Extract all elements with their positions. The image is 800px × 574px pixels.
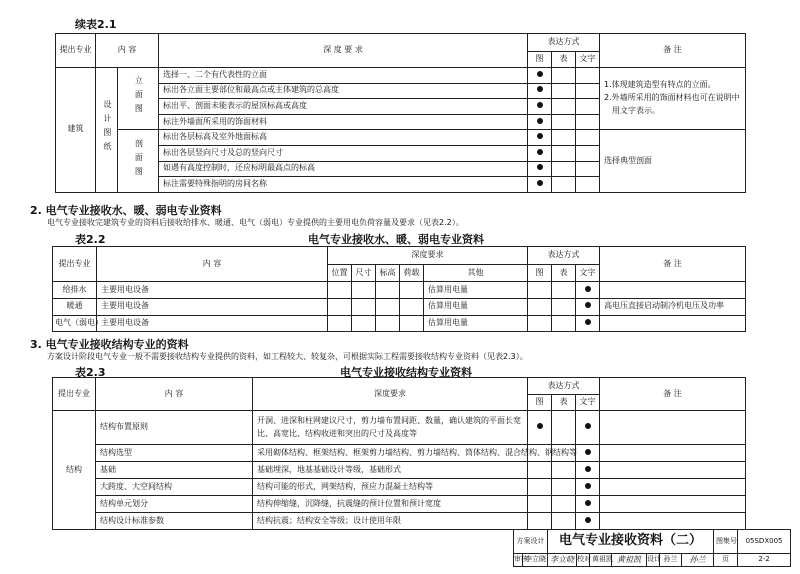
header-content: 内 容 bbox=[96, 34, 159, 68]
section-3-heading: 3. 电气专业接收结构专业的资料 bbox=[30, 338, 189, 351]
page-number: 2-2 bbox=[738, 554, 791, 567]
table-cell bbox=[552, 68, 576, 84]
table-row bbox=[53, 315, 746, 332]
table-row bbox=[53, 411, 746, 445]
elevation-cell bbox=[376, 298, 400, 315]
table-cell bbox=[552, 99, 576, 115]
other-cell: 估算用电量 bbox=[424, 282, 528, 299]
table-cell bbox=[552, 161, 576, 177]
bullet-dot-icon bbox=[585, 500, 591, 506]
load-cell bbox=[400, 315, 424, 332]
fig-cell bbox=[528, 114, 552, 130]
table-cell bbox=[552, 462, 576, 479]
table-cell bbox=[552, 145, 576, 161]
bullet-dot-icon bbox=[537, 71, 543, 77]
header-table: 表 bbox=[552, 52, 576, 68]
header-remarks: 备 注 bbox=[600, 34, 746, 68]
text-cell bbox=[576, 479, 600, 496]
stage-label: 方案设计 bbox=[514, 530, 548, 554]
fig-cell bbox=[528, 462, 552, 479]
header-size: 尺寸 bbox=[352, 265, 376, 282]
proposer-cell: 建筑 bbox=[56, 68, 96, 193]
remarks-cell bbox=[600, 445, 746, 462]
size-cell bbox=[352, 282, 376, 299]
fig-cell bbox=[528, 68, 552, 84]
remarks-cell bbox=[600, 68, 746, 130]
depth-cell: 标出各层标高及室外地面标高 bbox=[159, 130, 528, 146]
table-2-2-title: 电气专业接收水、暖、弱电专业资料 bbox=[308, 233, 484, 246]
table-row bbox=[53, 496, 746, 513]
drawing-title: 电气专业接收资料（二） bbox=[548, 530, 714, 554]
text-cell bbox=[576, 411, 600, 445]
content-cell: 基础 bbox=[96, 462, 253, 479]
bullet-dot-icon bbox=[537, 86, 543, 92]
proposer-cell: 电气（弱电） bbox=[53, 315, 97, 332]
review-label: 审核 bbox=[514, 554, 523, 567]
title-block bbox=[513, 529, 791, 567]
bullet-dot-icon bbox=[537, 164, 543, 170]
table-cell bbox=[552, 411, 576, 445]
checker-signature: 黄祖凯 bbox=[612, 554, 647, 567]
header-fig: 图 bbox=[528, 52, 552, 68]
header-depth: 深 度 要 求 bbox=[159, 34, 528, 68]
text-cell bbox=[576, 99, 600, 115]
bullet-dot-icon bbox=[585, 286, 591, 292]
content-cell: 主要用电设备 bbox=[97, 315, 328, 332]
proposer-cell: 暖通 bbox=[53, 298, 97, 315]
depth-cell: 结构伸缩缝，沉降缝，抗震缝的预计位置和预计宽度 bbox=[253, 496, 528, 513]
depth-cell: 标出各层竖向尺寸及总的竖向尺寸 bbox=[159, 145, 528, 161]
table-row bbox=[56, 130, 746, 146]
fig-cell bbox=[528, 298, 552, 315]
fig-cell bbox=[528, 282, 552, 299]
header-table: 表 bbox=[552, 265, 576, 282]
reviewer-signature: 李立晓 bbox=[548, 554, 577, 567]
depth-cell: 标出各立面主要部位和最高点或主体建筑的总高度 bbox=[159, 83, 528, 99]
depth-cell: 基础埋深，地基基础设计等级，基础形式 bbox=[253, 462, 528, 479]
header-expr: 表达方式 bbox=[528, 34, 600, 52]
section-2-heading: 2. 电气专业接收水、暖、弱电专业资料 bbox=[30, 204, 222, 217]
header-position: 位置 bbox=[328, 265, 352, 282]
content-cell: 主要用电设备 bbox=[97, 282, 328, 299]
fig-cell bbox=[528, 315, 552, 332]
text-cell bbox=[576, 130, 600, 146]
header-load: 荷载 bbox=[400, 265, 424, 282]
header-table: 表 bbox=[552, 395, 576, 411]
content-cell: 结构设计标准参数 bbox=[96, 513, 253, 530]
text-cell bbox=[576, 177, 600, 193]
table-cell bbox=[552, 513, 576, 530]
elevation-cell bbox=[376, 315, 400, 332]
proposer-cell: 结构 bbox=[53, 411, 96, 530]
bullet-dot-icon bbox=[585, 466, 591, 472]
content-cell: 结构单元划分 bbox=[96, 496, 253, 513]
bullet-dot-icon bbox=[537, 133, 543, 139]
content-cell: 大跨度、大空间结构 bbox=[96, 479, 253, 496]
text-cell bbox=[576, 462, 600, 479]
header-remarks: 备 注 bbox=[600, 378, 746, 411]
header-text: 文字 bbox=[576, 52, 600, 68]
remarks-cell bbox=[600, 315, 746, 332]
header-text: 文字 bbox=[576, 395, 600, 411]
bullet-dot-icon bbox=[585, 423, 591, 429]
fig-cell bbox=[528, 411, 552, 445]
bullet-dot-icon bbox=[537, 423, 543, 429]
position-cell bbox=[328, 298, 352, 315]
table-cell bbox=[552, 114, 576, 130]
table-2-1 bbox=[55, 33, 746, 193]
elevation-cell bbox=[376, 282, 400, 299]
table-row bbox=[56, 68, 746, 84]
text-cell bbox=[576, 298, 600, 315]
header-elevation: 标高 bbox=[376, 265, 400, 282]
text-cell bbox=[576, 496, 600, 513]
table-2-3-label: 表2.3 bbox=[75, 366, 106, 379]
reviewer-name: 李立晓 bbox=[523, 554, 548, 567]
table-cell bbox=[552, 130, 576, 146]
remarks-cell bbox=[600, 513, 746, 530]
subgroup-label: 立面图 bbox=[134, 76, 144, 119]
check-label: 校对 bbox=[577, 554, 590, 567]
fig-cell bbox=[528, 130, 552, 146]
header-fig: 图 bbox=[528, 265, 552, 282]
depth-cell: 选择一、二个有代表性的立面 bbox=[159, 68, 528, 84]
table-row bbox=[53, 445, 746, 462]
remarks-cell: 高电压直接启动制冷机电压及功率 bbox=[600, 298, 746, 315]
fig-cell bbox=[528, 496, 552, 513]
header-proposer: 提出专业 bbox=[53, 378, 96, 411]
header-text: 文字 bbox=[576, 265, 600, 282]
table-row bbox=[53, 513, 746, 530]
remarks-cell bbox=[600, 496, 746, 513]
bullet-dot-icon bbox=[537, 102, 543, 108]
remark-line: 2.外墙所采用的饰面材料也可在说明中用文字表示。 bbox=[604, 93, 740, 116]
table-cell bbox=[552, 282, 576, 299]
depth-cell: 如遇有高度控制时，还应标明最高点的标高 bbox=[159, 161, 528, 177]
design-label: 设计 bbox=[647, 554, 660, 567]
subgroup-cell bbox=[118, 68, 159, 130]
fig-cell bbox=[528, 99, 552, 115]
subgroup-label: 剖面图 bbox=[134, 138, 144, 181]
table-row bbox=[53, 298, 746, 315]
depth-cell: 结构抗震；结构安全等级；设计使用年限 bbox=[253, 513, 528, 530]
table-cell bbox=[552, 315, 576, 332]
depth-cell: 标注需要特殊指明的房间名称 bbox=[159, 177, 528, 193]
depth-cell: 结构可能的形式，网架结构，预应力混凝土结构等 bbox=[253, 479, 528, 496]
fig-cell bbox=[528, 83, 552, 99]
fig-cell bbox=[528, 177, 552, 193]
table-2-3-title: 电气专业接收结构专业资料 bbox=[340, 366, 472, 379]
header-expr: 表达方式 bbox=[528, 247, 600, 265]
bullet-dot-icon bbox=[585, 449, 591, 455]
atlas-label: 图集号 bbox=[714, 530, 738, 554]
fig-cell bbox=[528, 479, 552, 496]
proposer-cell: 给排水 bbox=[53, 282, 97, 299]
group-cell bbox=[96, 68, 118, 193]
bullet-dot-icon bbox=[537, 149, 543, 155]
remark-line: 1.体现建筑造型有特点的立面。 bbox=[604, 80, 716, 90]
load-cell bbox=[400, 282, 424, 299]
header-depth: 深度要求 bbox=[328, 247, 528, 265]
table-2-2-label: 表2.2 bbox=[75, 233, 106, 246]
header-content: 内 容 bbox=[97, 247, 328, 282]
content-cell: 结构布置原则 bbox=[96, 411, 253, 445]
header-depth: 深度要求 bbox=[253, 378, 528, 411]
fig-cell bbox=[528, 161, 552, 177]
bullet-dot-icon bbox=[585, 517, 591, 523]
other-cell: 估算用电量 bbox=[424, 315, 528, 332]
table-cell bbox=[552, 298, 576, 315]
designer-name: 孙兰 bbox=[660, 554, 682, 567]
text-cell bbox=[576, 161, 600, 177]
header-proposer: 提出专业 bbox=[56, 34, 96, 68]
remarks-cell bbox=[600, 411, 746, 445]
depth-cell: 标注外墙面所采用的饰面材料 bbox=[159, 114, 528, 130]
header-proposer: 提出专业 bbox=[53, 247, 97, 282]
size-cell bbox=[352, 298, 376, 315]
designer-signature: 孙兰 bbox=[682, 554, 714, 567]
header-fig: 图 bbox=[528, 395, 552, 411]
depth-cell: 开洞、进深和柱网建议尺寸，剪力墙布置间距、数量，确认建筑的平面长宽比、高宽比、结构收进和突出的尺寸及高度等 bbox=[253, 411, 528, 445]
position-cell bbox=[328, 315, 352, 332]
bullet-dot-icon bbox=[585, 302, 591, 308]
text-cell bbox=[576, 513, 600, 530]
header-expr: 表达方式 bbox=[528, 378, 600, 395]
table-2-2 bbox=[52, 246, 746, 332]
header-content: 内 容 bbox=[96, 378, 253, 411]
size-cell bbox=[352, 315, 376, 332]
header-remarks: 备 注 bbox=[600, 247, 746, 282]
position-cell bbox=[328, 282, 352, 299]
table-row bbox=[53, 282, 746, 299]
table-cell bbox=[552, 479, 576, 496]
text-cell bbox=[576, 114, 600, 130]
remarks-cell bbox=[600, 479, 746, 496]
table-cell bbox=[552, 496, 576, 513]
table-2-1-label: 续表2.1 bbox=[75, 18, 117, 31]
page-label: 页 bbox=[714, 554, 738, 567]
text-cell bbox=[576, 282, 600, 299]
remarks-cell bbox=[600, 462, 746, 479]
text-cell bbox=[576, 83, 600, 99]
remarks-cell bbox=[600, 282, 746, 299]
depth-cell: 采用砌体结构、框架结构、框架剪力墙结构、剪力墙结构、筒体结构、混合结构、钢结构等 bbox=[253, 445, 528, 462]
other-cell: 估算用电量 bbox=[424, 298, 528, 315]
table-row bbox=[53, 479, 746, 496]
bullet-dot-icon bbox=[585, 319, 591, 325]
fig-cell bbox=[528, 513, 552, 530]
content-cell: 主要用电设备 bbox=[97, 298, 328, 315]
header-other: 其他 bbox=[424, 265, 528, 282]
load-cell bbox=[400, 298, 424, 315]
subgroup-cell bbox=[118, 130, 159, 192]
fig-cell bbox=[528, 145, 552, 161]
text-cell bbox=[576, 145, 600, 161]
table-cell bbox=[552, 177, 576, 193]
content-cell: 结构选型 bbox=[96, 445, 253, 462]
text-cell bbox=[576, 68, 600, 84]
checker-name: 黄祖凯 bbox=[590, 554, 612, 567]
atlas-number: 05SDX005 bbox=[738, 530, 791, 554]
group-label: 设计图纸 bbox=[102, 100, 112, 157]
text-cell bbox=[576, 445, 600, 462]
table-2-3 bbox=[52, 377, 746, 530]
table-cell bbox=[552, 83, 576, 99]
section-3-paragraph: 方案设计阶段电气专业一般不需要接收结构专业提供的资料，如工程较大、较复杂，可根据实际工程需要接收结构专业资料（见表2.3）。 bbox=[47, 352, 528, 361]
bullet-dot-icon bbox=[537, 180, 543, 186]
section-2-paragraph: 电气专业接收完建筑专业的资料后接收给排水、暖通、电气（弱电）专业提供的主要用电负荷容量及要求（见表2.2）。 bbox=[47, 218, 464, 227]
table-row bbox=[53, 462, 746, 479]
bullet-dot-icon bbox=[537, 118, 543, 124]
text-cell bbox=[576, 315, 600, 332]
remarks-cell: 选择典型剖面 bbox=[600, 130, 746, 192]
bullet-dot-icon bbox=[585, 483, 591, 489]
depth-cell: 标出平、剖面未能表示的屋顶标高或高度 bbox=[159, 99, 528, 115]
